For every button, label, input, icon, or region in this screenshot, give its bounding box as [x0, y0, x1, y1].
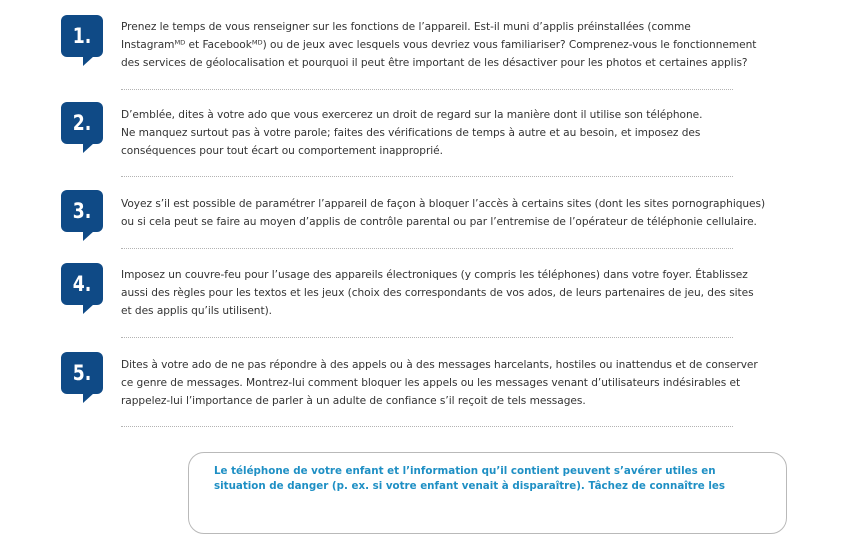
text-line: ce genre de messages. Montrez-lui comment bloquer les appels ou les messages venant d’utilisateurs indésirables et — [121, 377, 741, 389]
text-line: conséquences pour tout écart ou comportement inapproprié. — [121, 145, 443, 157]
info-callout — [188, 452, 787, 534]
step-number: 2. — [72, 111, 92, 135]
step-text — [121, 195, 769, 231]
step-number: 1. — [72, 24, 92, 48]
step-number-badge — [61, 190, 103, 232]
text-line: D’emblée, dites à votre ado que vous exercerez un droit de regard sur la manière dont il utilise son téléphone. — [121, 109, 703, 121]
step-number-badge — [61, 352, 103, 394]
text-line: Dites à votre ado de ne pas répondre à des appels ou à des messages harcelants, hostiles ou inattendus et de conserver — [121, 359, 758, 371]
callout-line: Le téléphone de votre enfant et l’information qu’il contient peuvent s’avérer utiles en — [214, 465, 716, 477]
dotted-divider — [121, 248, 733, 249]
step-text — [121, 106, 769, 160]
step-number: 4. — [72, 272, 92, 296]
text-line: Prenez le temps de vous renseigner sur les fonctions de l’appareil. Est-il muni d’applis préinstallées (comme — [121, 21, 691, 33]
text-line: Imposez un couvre-feu pour l’usage des appareils électroniques (y compris les téléphones) dans votre foyer. Établissez — [121, 269, 748, 281]
step-text — [121, 266, 769, 320]
step-text — [121, 18, 769, 72]
dotted-divider — [121, 176, 733, 177]
step-number-badge — [61, 102, 103, 144]
dotted-divider — [121, 89, 733, 90]
dotted-divider — [121, 426, 733, 427]
dotted-divider — [121, 337, 733, 338]
text-line: Voyez s’il est possible de paramétrer l’appareil de façon à bloquer l’accès à certains sites (dont les sites pornographiques) — [121, 198, 766, 210]
callout-text — [214, 464, 774, 494]
text-line: ou si cela peut se faire au moyen d’applis de contrôle parental ou par l’entremise de l’opérateur de téléphonie cellulaire. — [121, 216, 757, 228]
text-line: et des applis qu’ils utilisent). — [121, 305, 272, 317]
step-number: 5. — [72, 361, 92, 385]
text-line: rappelez-lui l’importance de parler à un adulte de confiance s’il reçoit de tels messages. — [121, 395, 586, 407]
step-number: 3. — [72, 199, 92, 223]
step-number-badge — [61, 263, 103, 305]
text-line: Instagramᴹᴰ et Facebookᴹᴰ) ou de jeux avec lesquels vous devriez vous familiariser? Comprenez-vous le fonctionnement — [121, 39, 757, 51]
text-line: aussi des règles pour les textos et les jeux (choix des correspondants de vos ados, de leurs partenaires de jeu, des sites — [121, 287, 754, 299]
text-line: Ne manquez surtout pas à votre parole; faites des vérifications de temps à autre et au besoin, et imposez des — [121, 127, 701, 139]
step-number-badge — [61, 15, 103, 57]
step-text — [121, 356, 769, 410]
callout-line: situation de danger (p. ex. si votre enfant venait à disparaître). Tâchez de connaître les — [214, 480, 726, 492]
text-line: des services de géolocalisation et pourquoi il peut être important de les désactiver pour les photos et certaines applis? — [121, 57, 748, 69]
